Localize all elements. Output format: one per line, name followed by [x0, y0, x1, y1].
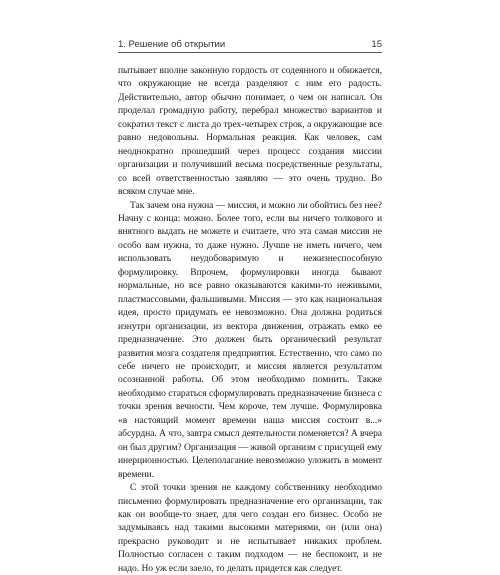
paragraph: пытывает вполне законную гордость от содеянного и обижается, что окружающие не всегда разделяют с ним его радость. Действительно, автор обычно понимает, о чем он написал. Он проделал громадную работу, перебрал множество вариантов и сократил текст с листа до трех-четырех строк, а окружающие все равно недовольны. Нормальная реакция. Как человек, сам неоднократно прошедший через процесс создания миссии организации и получивший весьма посредственные результаты, со всей ответственностью заявляю — это очень трудно. Во всяком случае мне.	[118, 65, 382, 198]
header-rule	[118, 52, 382, 53]
paragraph: Так зачем она нужна — миссия, и можно ли обойтись без нее? Начну с конца: можно. Более того, если вы ничего толкового и внятного выдать не можете и считаете, что эта самая миссия не особо вам нужна, то даже нужно. Лучше не иметь ничего, чем использовать неудобоваримую и нежизнеспособную формулировку. Впрочем, формулировки иногда бывают нормальные, но все равно оказываются какими-то неживыми, пластмассовыми, фальшивыми. Миссия — это как национальная идея, просто придумать ее невозможно. Она должна родиться изнутри организации, из вектора движения, отражать емко ее предназначение. Это должен быть органический результат развития мозга создателя предприятия. Естественно, что само по себе ничего не происходит, и миссия является результатом осознанной работы. Об этом необходимо помнить. Также необходимо стараться сформулировать предназначение бизнеса с точки зрения вечности. Чем короче, тем лучше. Формулировка «в настоящий момент времени наша миссия состоит в...» абсурдна. А что, завтра смысл деятельности поменяется? А вчера он был другим? Организация — живой организм с присущей ему инерционностью. Целеполагание невозможно уложить в момент времени.	[118, 199, 382, 480]
page-number: 15	[371, 39, 382, 50]
chapter-title: 1. Решение об открытии	[118, 39, 226, 50]
body-text	[118, 64, 382, 575]
running-head	[118, 34, 382, 50]
paragraph: С этой точки зрения не каждому собственнику необходимо письменно формулировать предназначение его организации, так как он вообще-то знает, для чего создан его бизнес. Особо не задумываясь над такими высокими материями, он (или она) прекрасно руководит и не испытывает никаких проблем. Полностью согласен с таким подходом — не беспокоит, и не надо. Но уж если заело, то делать придется как следует.	[118, 482, 382, 574]
